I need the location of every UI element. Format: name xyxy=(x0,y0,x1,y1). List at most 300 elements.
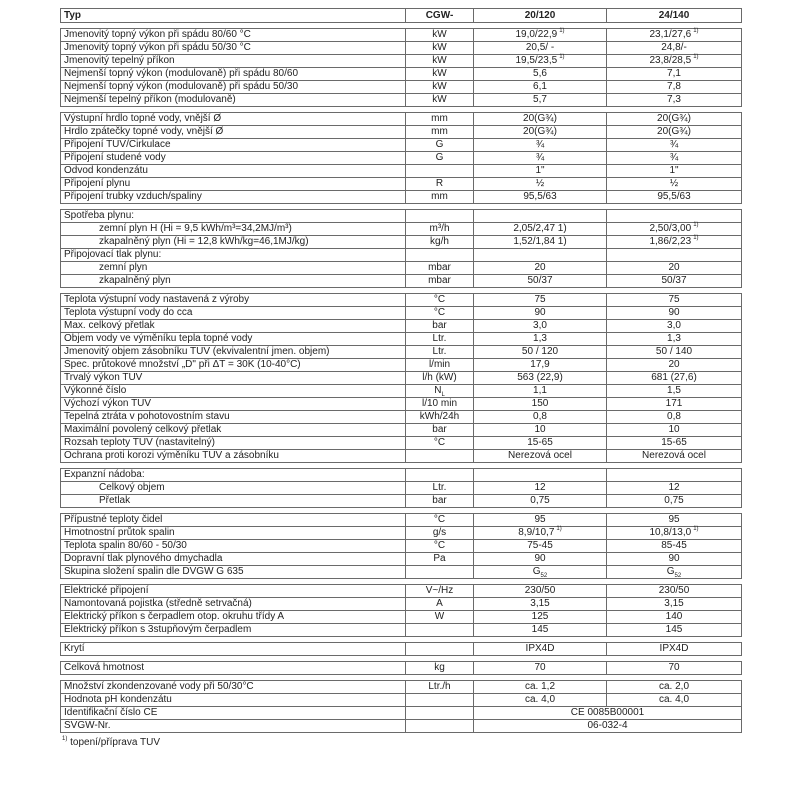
value-24-140 xyxy=(607,152,742,165)
value-text: 24,8/- xyxy=(661,42,687,53)
row-unit xyxy=(406,210,474,223)
value-text: 3,0 xyxy=(667,320,681,331)
row-label: Ochrana proti korozi výměníku TUV a zásobníku xyxy=(61,450,406,463)
value-24-140 xyxy=(607,42,742,55)
table-row xyxy=(61,68,742,81)
value-20-120 xyxy=(474,662,607,675)
table-row xyxy=(61,333,742,346)
value-24-140 xyxy=(607,540,742,553)
value-20-120 xyxy=(474,495,607,508)
row-unit xyxy=(406,346,474,359)
value-24-140 xyxy=(607,94,742,107)
value-text: 95,5/63 xyxy=(657,191,691,202)
row-unit xyxy=(406,694,474,707)
footnote-ref: 1) xyxy=(559,53,565,60)
row-label: Hmotnostní průtok spalin xyxy=(61,527,406,540)
value-24-140 xyxy=(607,527,742,540)
unit-text: kg/h xyxy=(430,236,449,247)
unit-text: kW xyxy=(432,68,447,79)
value-24-140 xyxy=(607,585,742,598)
value-text: 1,3 xyxy=(667,333,681,344)
value-24-140 xyxy=(607,81,742,94)
value-24-140 xyxy=(607,611,742,624)
row-label: Dopravní tlak plynového dmychadla xyxy=(61,553,406,566)
spec-group xyxy=(61,720,742,733)
value-text: 7,8 xyxy=(667,81,681,92)
row-label: Nejmenší topný výkon (modulovaně) při spádu 80/60 xyxy=(61,68,406,81)
value-20-120 xyxy=(474,210,607,223)
row-unit xyxy=(406,385,474,398)
row-label: Spec. průtokové množství „D" při ΔT = 30K (10-40°C) xyxy=(61,359,406,372)
value-text: 0,8 xyxy=(533,411,547,422)
value-20-120 xyxy=(474,94,607,107)
value-text: 1,86/2,23 xyxy=(649,236,692,247)
unit-text: °C xyxy=(433,514,446,525)
value-24-140 xyxy=(607,681,742,694)
value-text: 0,8 xyxy=(667,411,681,422)
footnote-ref: 1) xyxy=(693,53,699,60)
unit-text: G xyxy=(435,139,444,150)
row-label: Jmenovitý topný výkon při spádu 50/30 °C xyxy=(61,42,406,55)
value-text: 85-45 xyxy=(661,540,687,551)
value-text: 10,8/13,0 xyxy=(649,527,692,538)
row-unit xyxy=(406,42,474,55)
row-label: Výstupní hrdlo topné vody, vnější Ø xyxy=(61,113,406,126)
value-20-120 xyxy=(474,191,607,204)
value-24-140 xyxy=(607,385,742,398)
table-row xyxy=(61,113,742,126)
value-text: 70 xyxy=(534,662,546,673)
value-text: 50/37 xyxy=(661,275,687,286)
row-unit xyxy=(406,540,474,553)
value-text: 95 xyxy=(534,514,546,525)
row-label: Krytí xyxy=(61,643,406,656)
table-row xyxy=(61,398,742,411)
value-text: 17,9 xyxy=(530,359,550,370)
value-20-120 xyxy=(474,249,607,262)
value-text: 90 xyxy=(534,553,546,564)
row-unit xyxy=(406,553,474,566)
table-row xyxy=(61,307,742,320)
row-label: Skupina složení spalin dle DVGW G 635 xyxy=(61,566,406,579)
value-text: 50 / 140 xyxy=(655,346,693,357)
row-label: zemní plyn xyxy=(61,262,406,275)
table-row xyxy=(61,598,742,611)
value-20-120 xyxy=(474,437,607,450)
value-text: 50/37 xyxy=(527,275,553,286)
unit-text: bar xyxy=(432,320,447,331)
unit-text: mm xyxy=(431,191,448,202)
value-text: ca. 4,0 xyxy=(658,694,690,705)
value-20-120 xyxy=(474,55,607,68)
header-model-24-140: 24/140 xyxy=(607,9,742,23)
row-unit xyxy=(406,450,474,463)
row-label: Jmenovitý objem zásobníku TUV (ekvivalentní jmen. objem) xyxy=(61,346,406,359)
row-label: Maximální povolený celkový přetlak xyxy=(61,424,406,437)
value-24-140 xyxy=(607,307,742,320)
row-label: zkapalněný plyn (Hi = 12,8 kWh/kg=46,1MJ/kg) xyxy=(61,236,406,249)
value-text: ¾ xyxy=(535,139,545,150)
footnote-text: topení/příprava TUV xyxy=(70,737,160,748)
value-24-140 xyxy=(607,694,742,707)
row-unit xyxy=(406,598,474,611)
row-label: Teplota spalin 80/60 - 50/30 xyxy=(61,540,406,553)
unit-text: N xyxy=(434,385,442,396)
row-unit xyxy=(406,191,474,204)
unit-text: bar xyxy=(432,495,447,506)
value-text: 125 xyxy=(531,611,549,622)
unit-text: mbar xyxy=(428,275,451,286)
row-unit xyxy=(406,275,474,288)
row-unit xyxy=(406,424,474,437)
value-text: 75 xyxy=(668,294,680,305)
row-unit xyxy=(406,126,474,139)
unit-text: kW xyxy=(432,94,447,105)
value-20-120 xyxy=(474,553,607,566)
value-text: 19,0/22,9 xyxy=(515,29,558,40)
row-unit xyxy=(406,320,474,333)
row-label: Hrdlo zpátečky topné vody, vnější Ø xyxy=(61,126,406,139)
unit-text: l/h (kW) xyxy=(422,372,457,383)
footnote-ref: 1) xyxy=(693,525,699,532)
value-text: 50 / 120 xyxy=(521,346,559,357)
value-20-120 xyxy=(474,275,607,288)
value-text: 19,5/23,5 xyxy=(515,55,558,66)
row-unit xyxy=(406,495,474,508)
row-unit xyxy=(406,307,474,320)
value-text: 5,7 xyxy=(533,94,547,105)
value-24-140 xyxy=(607,359,742,372)
row-label: Teplota výstupní vody do cca xyxy=(61,307,406,320)
row-label: Nejmenší tepelný příkon (modulovaně) xyxy=(61,94,406,107)
value-24-140 xyxy=(607,294,742,307)
value-24-140 xyxy=(607,495,742,508)
unit-text: l/10 min xyxy=(421,398,457,409)
header-model-20-120: 20/120 xyxy=(474,9,607,23)
value-text: 12 xyxy=(668,482,680,493)
row-unit xyxy=(406,482,474,495)
table-row xyxy=(61,450,742,463)
unit-text: kW xyxy=(432,81,447,92)
row-unit xyxy=(406,294,474,307)
value-text: 20(G¾) xyxy=(657,113,691,124)
table-row xyxy=(61,262,742,275)
table-row xyxy=(61,482,742,495)
row-unit xyxy=(406,165,474,178)
value-20-120 xyxy=(474,294,607,307)
value-text: 20(G¾) xyxy=(523,113,557,124)
value-text: ¾ xyxy=(669,139,679,150)
value-20-120 xyxy=(474,372,607,385)
row-label: Celkový objem xyxy=(61,482,406,495)
row-label: zkapalněný plyn xyxy=(61,275,406,288)
unit-text: kW xyxy=(432,29,447,40)
unit-subscript: L xyxy=(441,392,445,398)
value-24-140 xyxy=(607,553,742,566)
value-text: 95,5/63 xyxy=(523,191,557,202)
value-20-120 xyxy=(474,307,607,320)
value-20-120 xyxy=(474,42,607,55)
row-label: SVGW-Nr. xyxy=(61,720,406,733)
value-text: ca. 1,2 xyxy=(524,681,556,692)
value-text: 0,75 xyxy=(664,495,684,506)
unit-text: Ltr. xyxy=(432,346,447,357)
value-20-120 xyxy=(474,540,607,553)
value-20-120 xyxy=(474,178,607,191)
row-unit xyxy=(406,81,474,94)
row-label: Max. celkový přetlak xyxy=(61,320,406,333)
row-unit xyxy=(406,681,474,694)
row-unit xyxy=(406,249,474,262)
table-row xyxy=(61,424,742,437)
row-unit xyxy=(406,411,474,424)
value-text: 171 xyxy=(665,398,683,409)
table-row xyxy=(61,210,742,223)
value-20-120 xyxy=(474,320,607,333)
value-text: Nerezová ocel xyxy=(508,450,572,461)
value-24-140 xyxy=(607,178,742,191)
value-text: ½ xyxy=(669,178,679,189)
table-row xyxy=(61,681,742,694)
value-24-140 xyxy=(607,262,742,275)
row-label: Tepelná ztráta v pohotovostním stavu xyxy=(61,411,406,424)
table-row xyxy=(61,294,742,307)
row-label: Připojovací tlak plynu: xyxy=(61,249,406,262)
unit-text: bar xyxy=(432,424,447,435)
table-row xyxy=(61,152,742,165)
row-label: Trvalý výkon TUV xyxy=(61,372,406,385)
value-text: 7,1 xyxy=(667,68,681,79)
row-unit xyxy=(406,398,474,411)
value-text: 23,1/27,6 xyxy=(649,29,692,40)
value-24-140 xyxy=(607,662,742,675)
row-unit xyxy=(406,720,474,733)
spec-group xyxy=(61,469,742,508)
unit-text: mm xyxy=(431,126,448,137)
table-row xyxy=(61,611,742,624)
value-text: 12 xyxy=(534,482,546,493)
unit-text: l/min xyxy=(428,359,451,370)
value-text: 20 xyxy=(668,262,680,273)
spec-group xyxy=(61,210,742,288)
value-24-140 xyxy=(607,624,742,637)
row-unit xyxy=(406,236,474,249)
row-label: Přípustné teploty čidel xyxy=(61,514,406,527)
unit-text: kW xyxy=(432,55,447,66)
value-20-120 xyxy=(474,643,607,656)
value-20-120 xyxy=(474,411,607,424)
row-label: Expanzní nádoba: xyxy=(61,469,406,482)
value-text: 10 xyxy=(534,424,546,435)
value-20-120 xyxy=(474,450,607,463)
row-unit xyxy=(406,178,474,191)
value-text: 90 xyxy=(668,553,680,564)
value-text: 140 xyxy=(665,611,683,622)
value-20-120 xyxy=(474,424,607,437)
unit-text: kg xyxy=(434,662,445,673)
spec-group xyxy=(61,514,742,579)
value-24-140 xyxy=(607,275,742,288)
unit-text: °C xyxy=(433,437,446,448)
footnote-ref: 1) xyxy=(693,221,699,228)
row-label: Připojení TUV/Cirkulace xyxy=(61,139,406,152)
value-20-120 xyxy=(474,333,607,346)
unit-text: °C xyxy=(433,540,446,551)
table-row xyxy=(61,540,742,553)
value-24-140 xyxy=(607,566,742,579)
row-unit xyxy=(406,566,474,579)
row-unit xyxy=(406,624,474,637)
footnote-ref: 1) xyxy=(559,27,565,34)
table-row xyxy=(61,694,742,707)
row-label: Hodnota pH kondenzátu xyxy=(61,694,406,707)
value-24-140 xyxy=(607,249,742,262)
value-24-140 xyxy=(607,411,742,424)
value-24-140 xyxy=(607,320,742,333)
table-row xyxy=(61,275,742,288)
unit-text: R xyxy=(435,178,444,189)
unit-text: Pa xyxy=(433,553,446,564)
table-row xyxy=(61,553,742,566)
spec-group xyxy=(61,643,742,656)
row-label: Celková hmotnost xyxy=(61,662,406,675)
value-24-140 xyxy=(607,469,742,482)
value-20-120 xyxy=(474,68,607,81)
unit-text: G xyxy=(435,152,444,163)
unit-text: kWh/24h xyxy=(419,411,460,422)
table-row xyxy=(61,320,742,333)
row-label: Odvod kondenzátu xyxy=(61,165,406,178)
row-unit xyxy=(406,113,474,126)
value-text: ½ xyxy=(535,178,545,189)
value-text: ca. 2,0 xyxy=(658,681,690,692)
value-24-140 xyxy=(607,139,742,152)
row-unit xyxy=(406,94,474,107)
row-unit xyxy=(406,152,474,165)
table-row xyxy=(61,55,742,68)
value-24-140 xyxy=(607,424,742,437)
table-row xyxy=(61,469,742,482)
unit-text: Ltr./h xyxy=(428,681,451,692)
row-label: Množství zkondenzované vody při 50/30°C xyxy=(61,681,406,694)
value-text: 10 xyxy=(668,424,680,435)
value-text: 1,3 xyxy=(533,333,547,344)
value-text: 230/50 xyxy=(524,585,556,596)
value-text: 75-45 xyxy=(527,540,553,551)
value-text: Nerezová ocel xyxy=(642,450,706,461)
value-text: G xyxy=(666,566,675,577)
row-unit xyxy=(406,359,474,372)
value-20-120 xyxy=(474,29,607,42)
value-20-120 xyxy=(474,398,607,411)
row-label: Namontovaná pojistka (středně setrvačná) xyxy=(61,598,406,611)
unit-text: mbar xyxy=(428,262,451,273)
row-label: Rozsah teploty TUV (nastavitelný) xyxy=(61,437,406,450)
value-text: 20 xyxy=(534,262,546,273)
table-row xyxy=(61,223,742,236)
spec-group xyxy=(61,29,742,107)
value-20-120 xyxy=(474,81,607,94)
value-text: 563 (22,9) xyxy=(517,372,563,383)
table-row xyxy=(61,707,742,720)
value-20-120 xyxy=(474,694,607,707)
row-unit xyxy=(406,469,474,482)
value-24-140 xyxy=(607,236,742,249)
row-unit xyxy=(406,333,474,346)
value-text: 1,52/1,84 1) xyxy=(513,236,567,247)
unit-text: W xyxy=(434,611,445,622)
unit-text: g/s xyxy=(432,527,447,538)
header-typ: Typ xyxy=(61,9,406,23)
value-24-140 xyxy=(607,598,742,611)
value-20-120 xyxy=(474,113,607,126)
unit-text: °C xyxy=(433,294,446,305)
table-row xyxy=(61,643,742,656)
value-24-140 xyxy=(607,372,742,385)
row-label: Elektrické připojení xyxy=(61,585,406,598)
unit-text: Ltr. xyxy=(432,482,447,493)
value-24-140 xyxy=(607,346,742,359)
value-text: 7,3 xyxy=(667,94,681,105)
row-unit xyxy=(406,139,474,152)
value-20-120 xyxy=(474,126,607,139)
value-text: 0,75 xyxy=(530,495,550,506)
value-text: 70 xyxy=(668,662,680,673)
value-20-120 xyxy=(474,611,607,624)
row-label: zemní plyn H (Hi = 9,5 kWh/m³=34,2MJ/m³) xyxy=(61,223,406,236)
value-text: 150 xyxy=(531,398,549,409)
value-text: 20 xyxy=(668,359,680,370)
table-row xyxy=(61,178,742,191)
value-text: 23,8/28,5 xyxy=(649,55,692,66)
row-unit xyxy=(406,372,474,385)
unit-text: mm xyxy=(431,113,448,124)
value-20-120 xyxy=(474,139,607,152)
value-text: 15-65 xyxy=(527,437,553,448)
value-text: 20(G¾) xyxy=(523,126,557,137)
value-20-120 xyxy=(474,585,607,598)
table-header xyxy=(61,9,742,23)
value-text: 6,1 xyxy=(533,81,547,92)
value-text: ca. 4,0 xyxy=(524,694,556,705)
value-24-140 xyxy=(607,165,742,178)
table-row xyxy=(61,495,742,508)
row-unit xyxy=(406,223,474,236)
value-text: 8,9/10,7 xyxy=(518,527,555,538)
value-text: IPX4D xyxy=(659,643,689,654)
row-unit xyxy=(406,643,474,656)
row-label: Přetlak xyxy=(61,495,406,508)
table-row xyxy=(61,411,742,424)
table-row xyxy=(61,624,742,637)
value-text: 1,5 xyxy=(667,385,681,396)
value-text: 15-65 xyxy=(661,437,687,448)
value-text: 145 xyxy=(665,624,683,635)
value-20-120 xyxy=(474,346,607,359)
table-row xyxy=(61,662,742,675)
value-24-140 xyxy=(607,126,742,139)
unit-text: °C xyxy=(433,307,446,318)
row-unit xyxy=(406,437,474,450)
row-label: Připojení trubky vzduch/spaliny xyxy=(61,191,406,204)
footnote-mark: 1) xyxy=(62,735,68,742)
table-row xyxy=(61,359,742,372)
value-24-140 xyxy=(607,68,742,81)
value-subscript: 52 xyxy=(540,573,548,579)
table-row xyxy=(61,527,742,540)
spec-group xyxy=(61,294,742,463)
spec-group xyxy=(61,585,742,637)
